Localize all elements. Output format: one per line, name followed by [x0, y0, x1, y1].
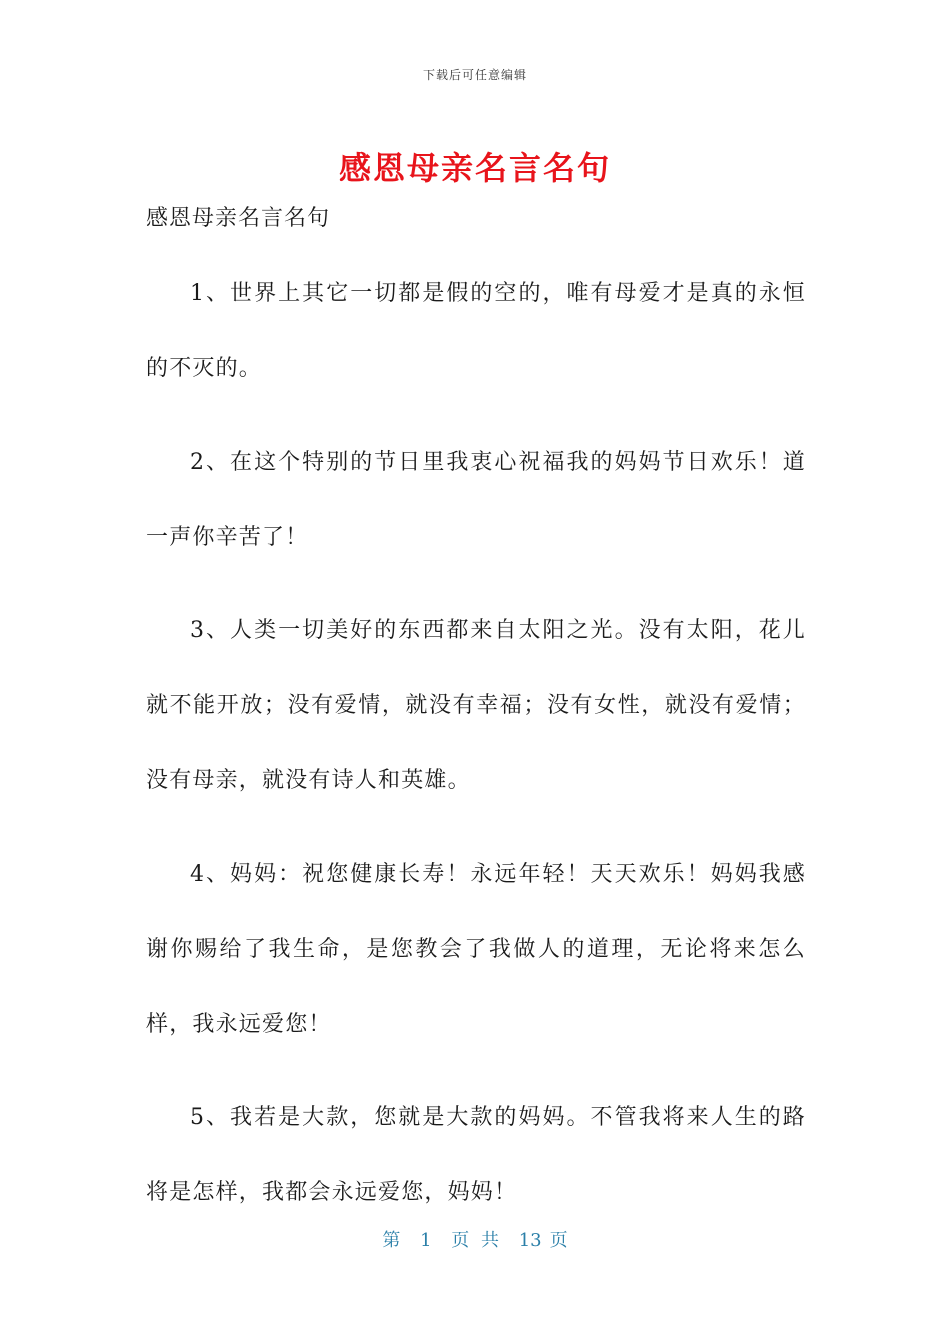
quote-paragraph: 1、世界上其它一切都是假的空的，唯有母爱才是真的永恒的不灭的。	[146, 281, 806, 381]
document-body	[146, 200, 806, 1268]
footer-prefix: 第	[382, 1230, 401, 1251]
current-page-number: 1	[420, 1230, 432, 1251]
subtitle: 感恩母亲名言名句	[146, 206, 331, 231]
quote-paragraph: 2、在这个特别的节日里我衷心祝福我的妈妈节日欢乐！道一声你辛苦了！	[146, 449, 806, 550]
footer-suffix: 页	[549, 1230, 568, 1251]
quote-paragraph: 5、我若是大款，您就是大款的妈妈。不管我将来人生的路将是怎样，我都会永远爱您，妈妈！	[146, 1105, 806, 1205]
footer-mid: 页 共	[451, 1230, 499, 1251]
quote-paragraph: 4、妈妈：祝您健康长寿！永远年轻！天天欢乐！妈妈我感谢你赐给了我生命，是您教会了我做人的道理，无论将来怎么样，我永远爱您！	[146, 861, 806, 1037]
quote-paragraph: 3、人类一切美好的东西都来自太阳之光。没有太阳，花儿就不能开放；没有爱情，就没有幸福；没有女性，就没有爱情；没有母亲，就没有诗人和英雄。	[146, 618, 806, 793]
total-page-count: 13	[518, 1230, 542, 1251]
header-note: 下载后可任意编辑	[422, 68, 527, 82]
document-title: 感恩母亲名言名句	[338, 149, 611, 187]
page-footer	[0, 1226, 950, 1252]
